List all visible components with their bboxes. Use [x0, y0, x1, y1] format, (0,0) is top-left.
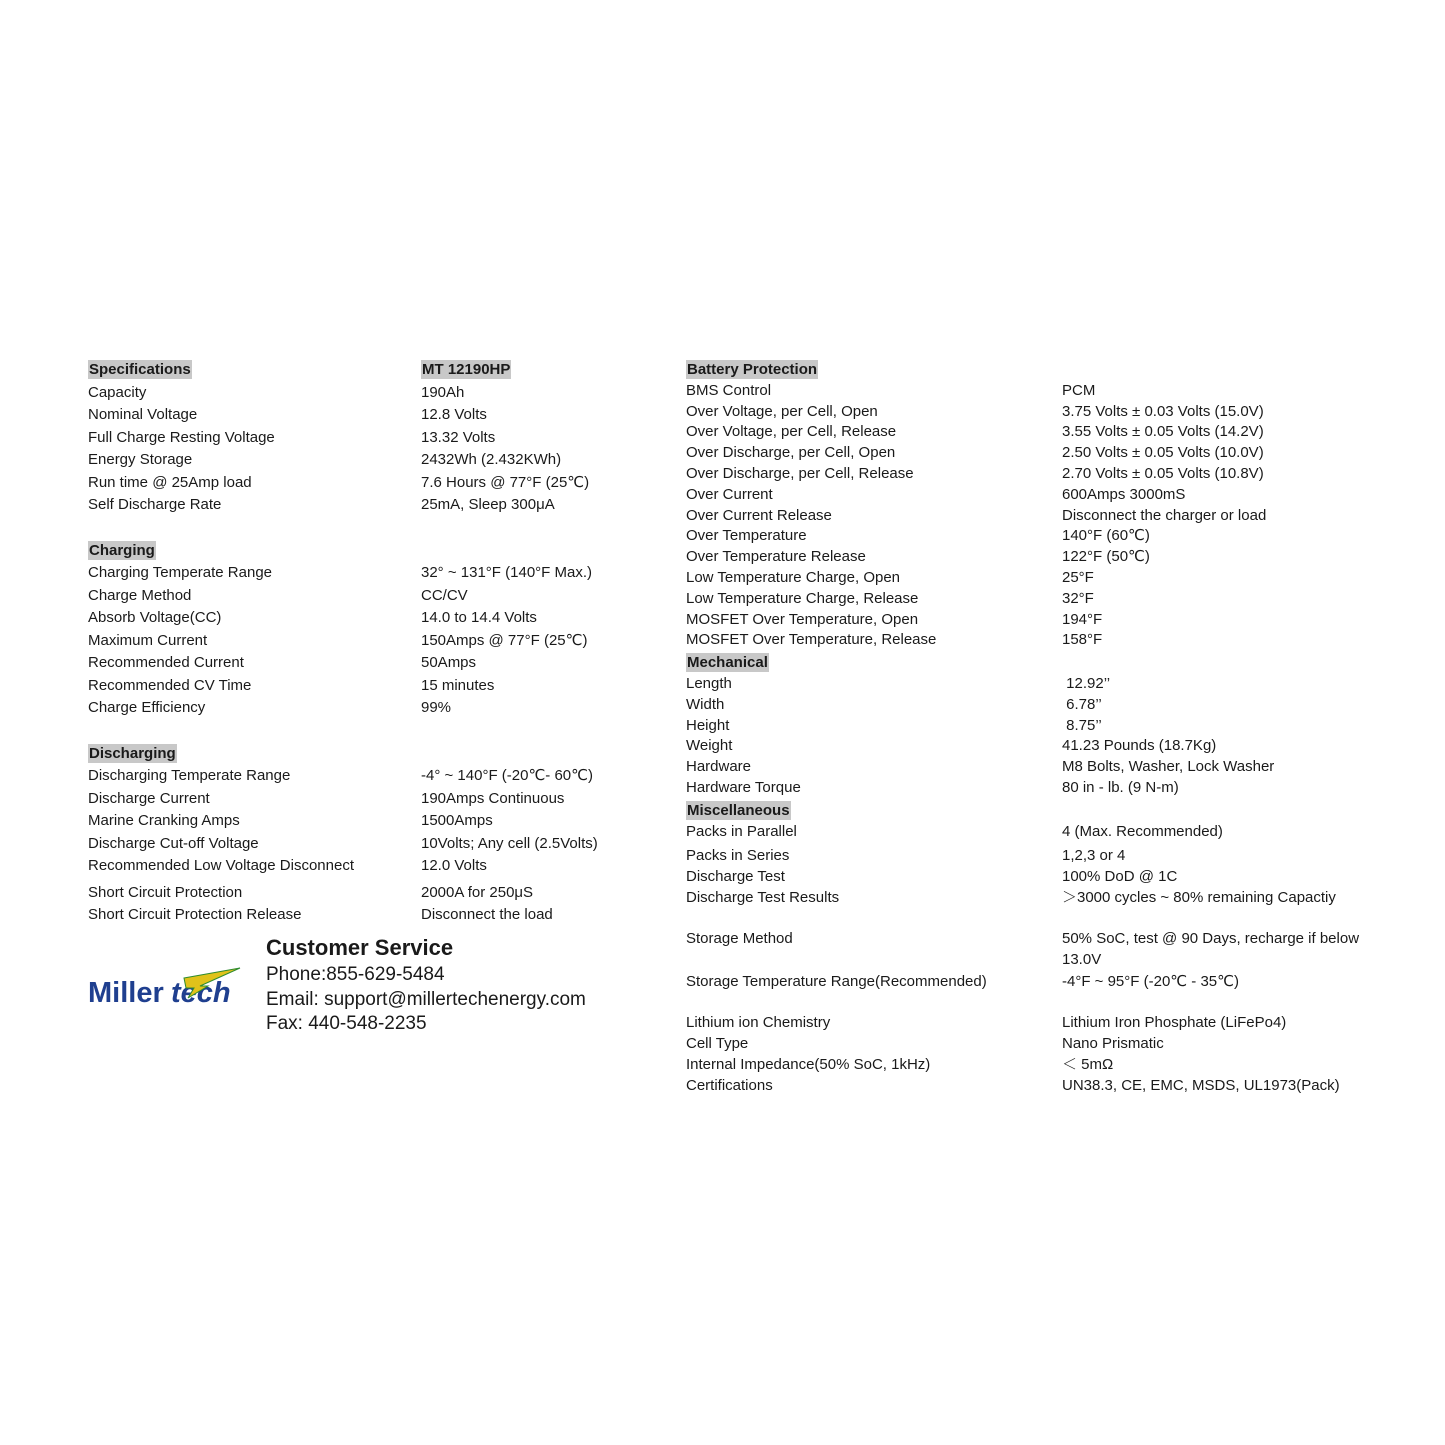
spec-value: 99% [421, 699, 452, 716]
logo-text-miller: Miller [88, 977, 164, 1009]
section-gap [686, 909, 1386, 929]
spec-value: 32° ~ 131°F (140°F Max.) [421, 564, 592, 581]
spec-value: ＜ 5mΩ [1062, 1055, 1114, 1073]
section-header-mechanical [686, 651, 1386, 674]
spec-label: Hardware Torque [686, 778, 801, 796]
spec-row [686, 716, 1386, 737]
spec-label: Self Discharge Rate [88, 496, 222, 513]
spec-row [686, 422, 1386, 443]
spec-value: 3.55 Volts ± 0.05 Volts (14.2V) [1062, 423, 1264, 441]
spec-label: Charging Temperate Range [88, 564, 273, 581]
section-gap [88, 517, 648, 539]
spec-label: Internal Impedance(50% SoC, 1kHz) [686, 1055, 931, 1073]
spec-label: Marine Cranking Amps [88, 812, 240, 829]
spec-label: Over Current [686, 485, 773, 503]
spec-value: 13.32 Volts [421, 428, 496, 446]
spec-row [686, 443, 1386, 464]
spec-value: 10Volts; Any cell (2.5Volts) [421, 834, 598, 852]
spec-value: UN38.3, CE, EMC, MSDS, UL1973(Pack) [1062, 1076, 1340, 1094]
spec-label: Absorb Voltage(CC) [88, 609, 222, 626]
spec-value: -4°F ~ 95°F (-20℃ - 35℃) [1062, 973, 1239, 991]
spec-row [88, 882, 648, 905]
spec-row [88, 788, 648, 811]
spec-value: 15 minutes [421, 676, 495, 694]
spec-value: 2.50 Volts ± 0.05 Volts (10.0V) [1062, 444, 1264, 462]
spec-row [686, 402, 1386, 423]
spec-value: 600Amps 3000mS [1062, 485, 1186, 503]
spec-label: Cell Type [686, 1034, 749, 1052]
spec-value: 7.6 Hours @ 77°F (25℃) [421, 473, 590, 491]
millertech-logo [88, 964, 248, 1014]
spec-label: Over Discharge, per Cell, Open [686, 444, 896, 462]
spec-value: 12.0 Volts [421, 857, 487, 874]
spec-value: Disconnect the load [421, 906, 553, 923]
spec-value: PCM [1062, 381, 1096, 399]
spec-row [686, 485, 1386, 506]
spec-label: Low Temperature Charge, Release [686, 589, 919, 607]
spec-value: 80 in - lb. (9 N-m) [1062, 778, 1179, 796]
section-header-miscellaneous [686, 799, 1386, 822]
section-gap [686, 993, 1386, 1013]
spec-row [88, 382, 648, 405]
spec-row [686, 1076, 1386, 1097]
section-title: Battery Protection [687, 361, 818, 378]
logo-text-tech: tech [171, 977, 231, 1009]
section-title: Charging [89, 541, 155, 559]
spec-value: 100% DoD @ 1C [1062, 868, 1178, 886]
spec-value: 1500Amps [421, 812, 493, 829]
spec-value: 32°F [1062, 589, 1094, 607]
spec-row [88, 449, 648, 472]
spec-row [686, 506, 1386, 527]
spec-value: CC/CV [421, 586, 468, 604]
customer-service-fax: Fax: 440-548-2235 [266, 1013, 427, 1034]
spec-label: Maximum Current [88, 631, 208, 649]
spec-value: 2.70 Volts ± 0.05 Volts (10.8V) [1062, 464, 1264, 482]
spec-value: 50% SoC, test @ 90 Days, recharge if below 13.0V [1062, 929, 1360, 968]
spec-label: Over Current Release [686, 506, 832, 524]
spec-row [686, 589, 1386, 610]
spec-row [88, 697, 648, 720]
spec-label: Short Circuit Protection Release [88, 906, 302, 923]
spec-row [88, 404, 648, 427]
spec-label: BMS Control [686, 381, 772, 399]
spec-row [88, 765, 648, 788]
spec-label: Short Circuit Protection [88, 883, 243, 901]
spec-row [88, 833, 648, 856]
spec-label: Length [686, 674, 732, 692]
spec-label: Over Temperature Release [686, 548, 866, 566]
spec-label: Discharge Cut-off Voltage [88, 834, 259, 852]
section-header-battery-protection [686, 358, 1386, 381]
spec-row [686, 1013, 1386, 1034]
spec-label: Width [686, 695, 725, 713]
spec-label: Recommended Current [88, 654, 244, 671]
spec-row [88, 904, 648, 927]
spec-row [686, 1055, 1386, 1076]
spec-label: Weight [686, 737, 733, 755]
spec-label: Over Voltage, per Cell, Release [686, 423, 897, 441]
spec-label: Discharge Current [88, 789, 210, 807]
spec-value: Nano Prismatic [1062, 1034, 1164, 1052]
spec-value: 41.23 Pounds (18.7Kg) [1062, 737, 1217, 755]
spec-label: Storage Method [686, 929, 793, 947]
spec-label: Lithium ion Chemistry [686, 1014, 831, 1032]
spec-value: 14.0 to 14.4 Volts [421, 609, 537, 626]
customer-service-title: Customer Service [266, 935, 454, 960]
spec-value: 12.8 Volts [421, 406, 487, 423]
spec-label: Run time @ 25Amp load [88, 473, 252, 491]
spec-value: 8.75’’ [1062, 716, 1102, 734]
spec-value: 25mA, Sleep 300μA [421, 496, 555, 513]
spec-row [686, 929, 1386, 971]
spec-label: Packs in Series [686, 847, 790, 865]
spec-label: Over Temperature [686, 527, 807, 545]
spec-value: M8 Bolts, Washer, Lock Washer [1062, 758, 1275, 776]
spec-label: Recommended CV Time [88, 676, 252, 694]
spec-label: Discharge Test Results [686, 888, 840, 906]
spec-label: Recommended Low Voltage Disconnect [88, 857, 354, 874]
spec-row [88, 585, 648, 608]
spec-row [686, 464, 1386, 485]
spec-value: 6.78’’ [1062, 695, 1102, 713]
spec-label: Capacity [88, 383, 147, 401]
spec-value: 2000A for 250μS [421, 883, 534, 901]
spec-row [88, 630, 648, 653]
spec-value: 150Amps @ 77°F (25℃) [421, 631, 588, 649]
spec-label: Nominal Voltage [88, 406, 198, 423]
spec-row [686, 568, 1386, 589]
section-header-discharging [88, 742, 648, 766]
spec-row [686, 526, 1386, 547]
spec-row [686, 674, 1386, 695]
spec-row [686, 972, 1386, 993]
spec-row [686, 630, 1386, 651]
spec-value: 122°F (50℃) [1062, 548, 1150, 566]
spec-row [686, 846, 1386, 867]
spec-value: 4 (Max. Recommended) [1062, 822, 1223, 840]
spec-row [686, 888, 1386, 909]
spec-row [88, 675, 648, 698]
spec-label: Discharge Test [686, 868, 785, 886]
section-header-specifications [88, 358, 648, 382]
spec-label: Certifications [686, 1076, 773, 1094]
spec-value: 140°F (60℃) [1062, 527, 1150, 545]
spec-row [686, 547, 1386, 568]
specs-column-left [88, 358, 648, 927]
spec-value: Lithium Iron Phosphate (LiFePo4) [1062, 1014, 1287, 1032]
spec-value: 190Amps Continuous [421, 789, 565, 807]
spec-row [88, 472, 648, 495]
model-number: MT 12190HP [422, 361, 511, 378]
section-title: Mechanical [687, 654, 768, 672]
spec-row [686, 822, 1386, 843]
spec-label: MOSFET Over Temperature, Open [686, 610, 919, 628]
spec-value: 190Ah [421, 383, 465, 401]
spec-value: 194°F [1062, 610, 1103, 628]
spec-value: 2432Wh (2.432KWh) [421, 451, 562, 468]
section-gap [88, 720, 648, 742]
spec-label: Over Voltage, per Cell, Open [686, 402, 878, 420]
spec-label: Charge Efficiency [88, 699, 206, 716]
spec-row [686, 778, 1386, 799]
spec-value: 25°F [1062, 568, 1094, 586]
spec-row [686, 695, 1386, 716]
spec-row [88, 652, 648, 675]
spec-value: 158°F [1062, 631, 1103, 649]
spec-label: Full Charge Resting Voltage [88, 428, 275, 446]
spec-label: Low Temperature Charge, Open [686, 568, 901, 586]
spec-row [88, 427, 648, 450]
spec-label: Hardware [686, 758, 752, 776]
spec-label: MOSFET Over Temperature, Release [686, 631, 937, 649]
spec-row [88, 810, 648, 833]
spec-value: ＞3000 cycles ~ 80% remaining Capactiy [1062, 888, 1336, 906]
spec-row [686, 757, 1386, 778]
spec-row [686, 610, 1386, 631]
spec-row [686, 1034, 1386, 1055]
spec-row [686, 381, 1386, 402]
spec-label: Discharging Temperate Range [88, 767, 291, 784]
specs-column-right [686, 358, 1386, 1096]
spec-label: Charge Method [88, 586, 192, 604]
spec-value: 50Amps [421, 654, 477, 671]
spec-value: -4° ~ 140°F (-20℃- 60℃) [421, 767, 593, 784]
customer-service-email: Email: support@millertechenergy.com [266, 988, 586, 1010]
spec-value: Disconnect the charger or load [1062, 506, 1267, 524]
spec-label: Storage Temperature Range(Recommended) [686, 973, 987, 991]
spec-row [88, 607, 648, 630]
spec-row [686, 867, 1386, 888]
spec-value: 1,2,3 or 4 [1062, 847, 1126, 865]
spec-row [686, 736, 1386, 757]
spec-label: Packs in Parallel [686, 822, 797, 840]
spec-row [88, 494, 648, 517]
spec-value: 12.92’’ [1062, 674, 1111, 692]
section-title: Specifications [89, 361, 191, 378]
spec-label: Energy Storage [88, 451, 193, 468]
customer-service-block [266, 933, 586, 1037]
spec-label: Height [686, 716, 730, 734]
spec-row [88, 562, 648, 585]
section-title: Miscellaneous [687, 801, 790, 819]
spec-value: 3.75 Volts ± 0.03 Volts (15.0V) [1062, 402, 1264, 420]
spec-label: Over Discharge, per Cell, Release [686, 464, 914, 482]
section-header-charging [88, 539, 648, 563]
section-title: Discharging [89, 744, 176, 762]
customer-service-phone: Phone:855-629-5484 [266, 964, 445, 985]
spec-row [88, 855, 648, 878]
